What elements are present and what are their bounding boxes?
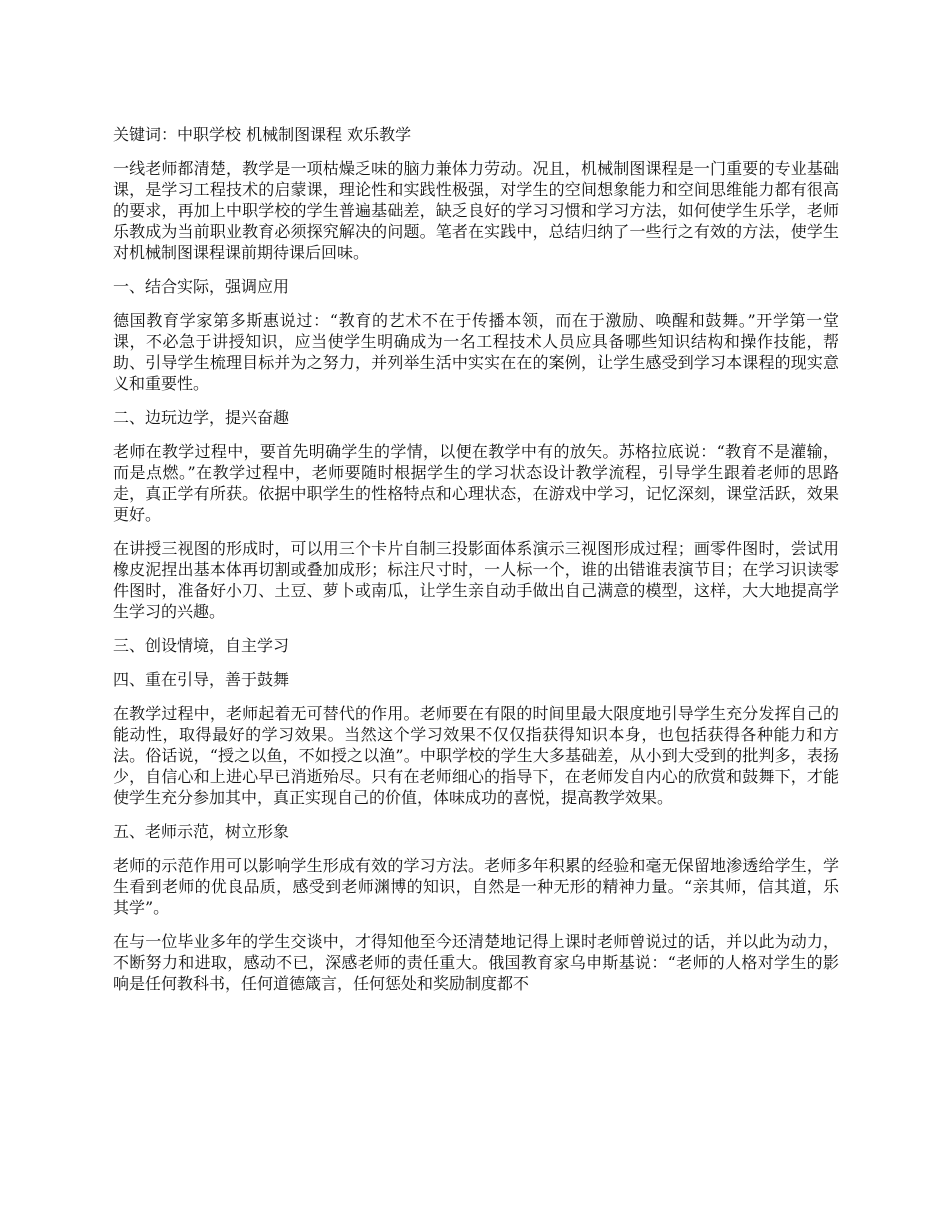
section-paragraph: 在与一位毕业多年的学生交谈中，才得知他至今还清楚地记得上课时老师曾说过的话，并以此为动力，不断努力和进取，感动不已，深感老师的责任重大。俄国教育家乌申斯基说：“老师的人格对学生的影响是任何教科书，任何道德箴言，任何惩处和奖励制度都不 <box>113 932 839 993</box>
section-paragraph: 在教学过程中，老师起着无可替代的作用。老师要在有限的时间里最大限度地引导学生充分发挥自己的能动性，取得最好的学习效果。当然这个学习效果不仅仅指获得知识本身，也包括获得各种能力和方法。俗话说，“授之以鱼，不如授之以渔”。中职学校的学生大多基础差，从小到大受到的批判多，表扬少，自信心和上进心早已消逝殆尽。只有在老师细心的指导下，在老师发自内心的欣赏和鼓舞下，才能使学生充分参加其中，真正实现自己的价值，体味成功的喜悦，提高教学效果。 <box>113 704 839 807</box>
section-paragraph: 在讲授三视图的形成时，可以用三个卡片自制三投影面体系演示三视图形成过程；画零件图时，尝试用橡皮泥捏出基本体再切割或叠加成形；标注尺寸时，一人标一个，谁的出错谁表演节目；在学习识读零件图时，准备好小刀、土豆、萝卜或南瓜，让学生亲自动手做出自己满意的模型，这样，大大地提高学生学习的兴趣。 <box>113 539 839 621</box>
section-heading: 三、创设情境，自主学习 <box>113 636 290 655</box>
section-paragraph: 老师的示范作用可以影响学生形成有效的学习方法。老师多年积累的经验和毫无保留地渗透给学生，学生看到老师的优良品质，感受到老师渊博的知识，自然是一种无形的精神力量。“亲其师，信其道，乐其学”。 <box>113 856 839 917</box>
intro-paragraph: 一线老师都清楚，教学是一项枯燥乏味的脑力兼体力劳动。况且，机械制图课程是一门重要的专业基础课，是学习工程技术的启蒙课，理论性和实践性极强，对学生的空间想象能力和空间思维能力都有很高的要求，再加上中职学校的学生普遍基础差，缺乏良好的学习习惯和学习方法，如何使学生乐学，老师乐教成为当前职业教育必须探究解决的问题。笔者在实践中，总结归纳了一些行之有效的方法，使学生对机械制图课程课前期待课后回味。 <box>113 159 839 262</box>
document-page <box>113 124 839 1007</box>
keywords-line: 关键词：中职学校 机械制图课程 欢乐教学 <box>113 125 412 144</box>
section-heading: 四、重在引导，善于鼓舞 <box>113 670 290 689</box>
section-heading: 二、边玩边学，提兴奋趣 <box>113 408 290 427</box>
section-paragraph: 德国教育学家第多斯惠说过：“教育的艺术不在于传播本领，而在于激励、唤醒和鼓舞。”开学第一堂课，不必急于讲授知识，应当使学生明确成为一名工程技术人员应具备哪些知识结构和操作技能，帮助、引导学生梳理目标并为之努力，并列举生活中实实在在的案例，让学生感受到学习本课程的现实意义和重要性。 <box>113 311 839 393</box>
section-heading: 一、结合实际，强调应用 <box>113 277 290 296</box>
section-heading: 五、老师示范，树立形象 <box>113 822 290 841</box>
section-paragraph: 老师在教学过程中，要首先明确学生的学情，以便在教学中有的放矢。苏格拉底说：“教育不是灌输，而是点燃。”在教学过程中，老师要随时根据学生的学习状态设计教学流程，引导学生跟着老师的思路走，真正学有所获。依据中职学生的性格特点和心理状态，在游戏中学习，记忆深刻，课堂活跃，效果更好。 <box>113 442 839 524</box>
